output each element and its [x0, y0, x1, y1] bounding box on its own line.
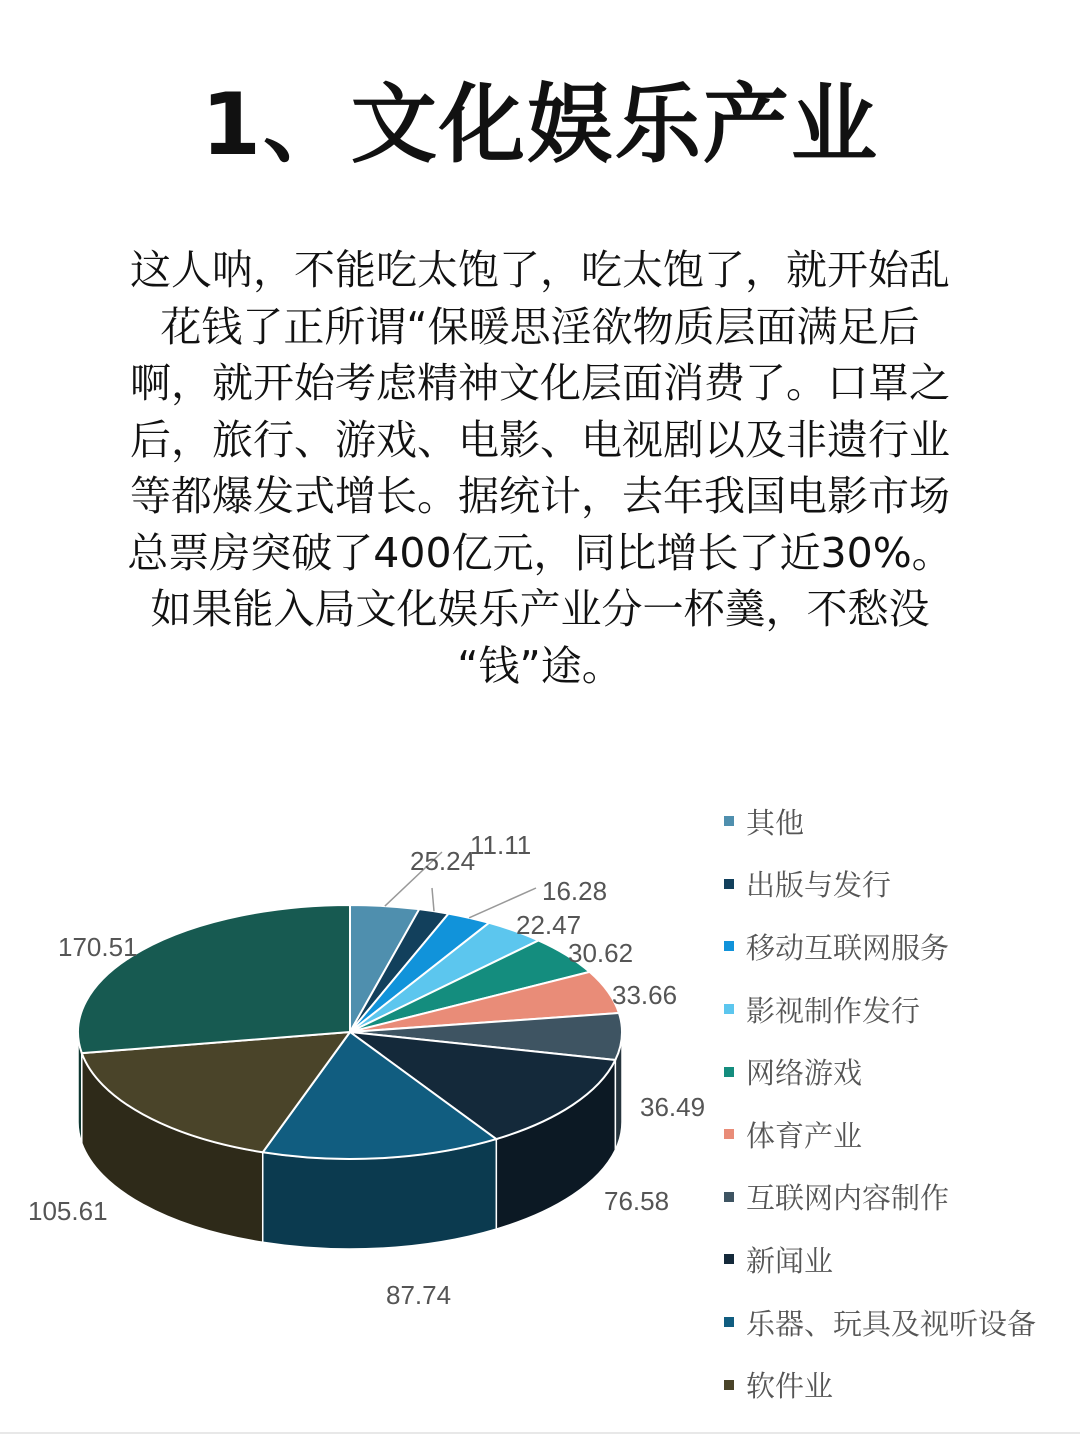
legend-swatch	[724, 816, 734, 826]
pie-data-label: 11.11	[470, 830, 532, 860]
legend-label: 体育产业	[746, 1118, 863, 1153]
legend-label: 其他	[746, 805, 805, 840]
pie-data-label: 170.51	[58, 932, 138, 962]
legend-label: 互联网内容制作	[746, 1181, 950, 1216]
legend-swatch	[724, 1129, 734, 1139]
legend-item	[724, 790, 1074, 853]
legend-label: 新闻业	[746, 1243, 834, 1278]
legend-item	[724, 915, 1074, 978]
legend-label: 出版与发行	[746, 868, 892, 903]
legend-item	[724, 1103, 1074, 1166]
pie-top-faces	[78, 905, 622, 1159]
intro-line: 啊，就开始考虑精神文化层面消费了。口罩之	[130, 359, 950, 407]
legend-label: 乐器、玩具及视听设备	[746, 1306, 1037, 1341]
legend-item	[724, 1353, 1074, 1416]
label-leader-line	[432, 888, 434, 911]
legend-swatch	[724, 1317, 734, 1327]
pie-data-label: 16.28	[542, 876, 608, 906]
legend-swatch	[724, 1192, 734, 1202]
intro-line: “钱”途。	[457, 641, 623, 690]
legend-label: 影视制作发行	[746, 993, 921, 1028]
pie-data-label: 25.24	[410, 846, 476, 876]
pie-data-label: 22.47	[516, 910, 582, 940]
legend-swatch	[724, 1067, 734, 1077]
legend-label: 移动互联网服务	[746, 930, 950, 965]
pie-slice	[78, 905, 350, 1053]
bottom-divider	[0, 1432, 1080, 1434]
legend-swatch	[724, 1004, 734, 1014]
pie-data-label: 30.62	[568, 938, 634, 968]
intro-line: 这人呐，不能吃太饱了，吃太饱了，就开始乱	[130, 246, 950, 294]
pie-data-label: 76.58	[604, 1186, 670, 1216]
page-title: 1、文化娱乐产业	[201, 75, 879, 175]
legend-label: 网络游戏	[746, 1056, 863, 1091]
legend-item	[724, 1291, 1074, 1354]
intro-line: 花钱了正所谓“保暖思淫欲物质层面满足后	[160, 302, 920, 351]
legend-item	[724, 1166, 1074, 1229]
pie-data-label: 87.74	[386, 1280, 452, 1310]
legend-item	[724, 1228, 1074, 1291]
pie-data-label: 36.49	[640, 1092, 706, 1122]
intro-line: 后，旅行、游戏、电影、电视剧以及非遗行业	[130, 415, 950, 464]
pie-data-label: 33.66	[612, 980, 678, 1010]
legend-label: 软件业	[746, 1369, 834, 1404]
pie-chart-canvas	[0, 770, 720, 1420]
intro-line: 总票房突破了400亿元，同比增长了近30%。	[127, 528, 953, 577]
legend-item	[724, 1040, 1074, 1103]
intro-paragraph	[60, 242, 1020, 694]
pie-chart	[0, 770, 1080, 1420]
chart-legend	[724, 790, 1074, 1416]
legend-swatch	[724, 1380, 734, 1390]
intro-line: 如果能入局文化娱乐产业分一杯羹，不愁没	[150, 585, 930, 633]
pie-data-label: 105.61	[28, 1196, 108, 1226]
legend-item	[724, 978, 1074, 1041]
legend-item	[724, 853, 1074, 916]
legend-swatch	[724, 879, 734, 889]
intro-line: 等都爆发式增长。据统计，去年我国电影市场	[130, 472, 950, 520]
legend-swatch	[724, 1254, 734, 1264]
legend-swatch	[724, 941, 734, 951]
